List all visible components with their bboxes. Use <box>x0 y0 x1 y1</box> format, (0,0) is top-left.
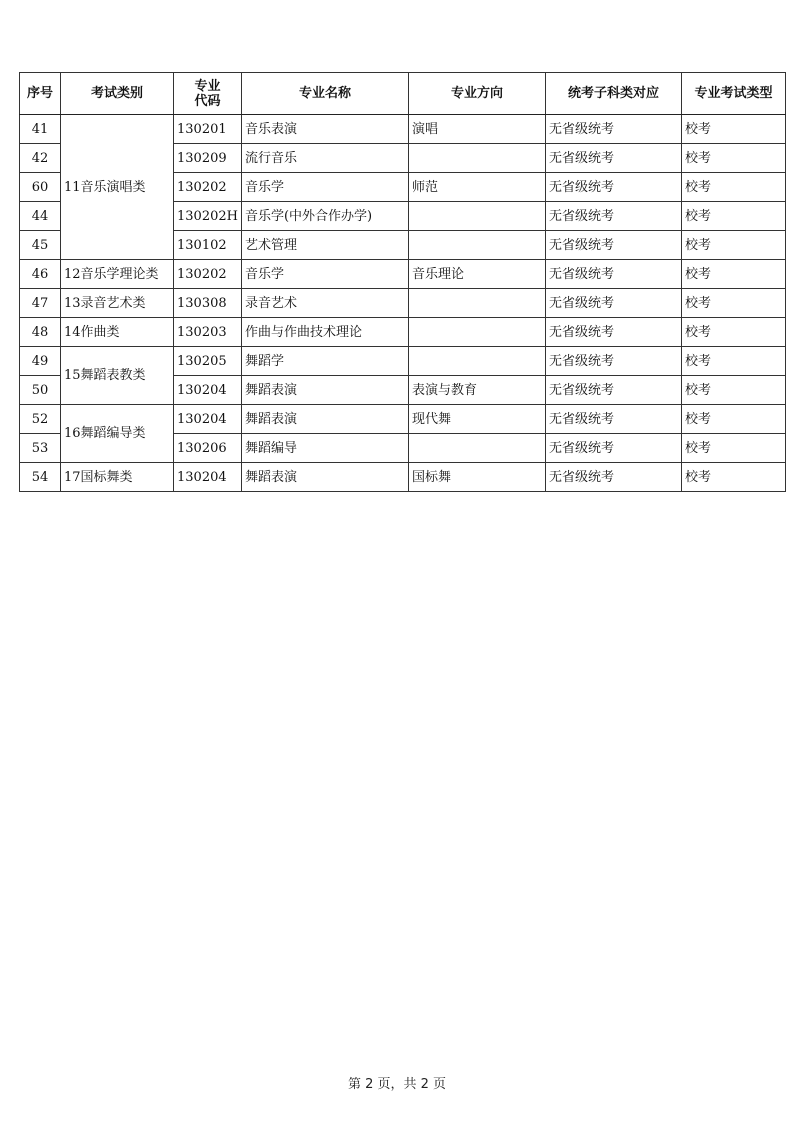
table-row <box>20 463 786 492</box>
cell-unified: 无省级统考 <box>545 434 681 463</box>
cell-unified: 无省级统考 <box>545 260 681 289</box>
table-row <box>20 347 786 376</box>
cell-seq: 44 <box>20 202 61 231</box>
cell-seq: 42 <box>20 144 61 173</box>
table-header-row <box>20 73 786 115</box>
cell-code: 130202H <box>174 202 242 231</box>
cell-exam-category: 14作曲类 <box>61 318 174 347</box>
cell-name: 艺术管理 <box>241 231 408 260</box>
table-row <box>20 405 786 434</box>
cell-name: 音乐学 <box>241 173 408 202</box>
cell-exam-category: 13录音艺术类 <box>61 289 174 318</box>
cell-type: 校考 <box>681 463 785 492</box>
cell-unified: 无省级统考 <box>545 115 681 144</box>
cell-direction <box>408 144 545 173</box>
cell-direction <box>408 289 545 318</box>
cell-exam-category: 16舞蹈编导类 <box>61 405 174 463</box>
table-row <box>20 260 786 289</box>
header-major-name: 专业名称 <box>241 73 408 115</box>
cell-name: 流行音乐 <box>241 144 408 173</box>
cell-type: 校考 <box>681 144 785 173</box>
header-exam-category: 考试类别 <box>61 73 174 115</box>
cell-unified: 无省级统考 <box>545 463 681 492</box>
cell-direction <box>408 202 545 231</box>
cell-direction: 师范 <box>408 173 545 202</box>
cell-code: 130202 <box>174 173 242 202</box>
cell-seq: 47 <box>20 289 61 318</box>
cell-seq: 54 <box>20 463 61 492</box>
header-exam-type: 专业考试类型 <box>681 73 785 115</box>
header-major-code <box>174 73 242 115</box>
cell-unified: 无省级统考 <box>545 231 681 260</box>
cell-direction: 国标舞 <box>408 463 545 492</box>
cell-type: 校考 <box>681 405 785 434</box>
cell-type: 校考 <box>681 173 785 202</box>
cell-name: 音乐学(中外合作办学) <box>241 202 408 231</box>
cell-unified: 无省级统考 <box>545 144 681 173</box>
cell-seq: 50 <box>20 376 61 405</box>
cell-exam-category: 17国标舞类 <box>61 463 174 492</box>
cell-seq: 49 <box>20 347 61 376</box>
cell-type: 校考 <box>681 434 785 463</box>
cell-type: 校考 <box>681 260 785 289</box>
cell-seq: 60 <box>20 173 61 202</box>
header-unified-exam: 统考子科类对应 <box>545 73 681 115</box>
cell-unified: 无省级统考 <box>545 318 681 347</box>
table-row <box>20 115 786 144</box>
cell-unified: 无省级统考 <box>545 202 681 231</box>
cell-name: 音乐学 <box>241 260 408 289</box>
cell-direction: 演唱 <box>408 115 545 144</box>
cell-type: 校考 <box>681 318 785 347</box>
cell-seq: 41 <box>20 115 61 144</box>
admissions-table <box>19 72 786 492</box>
cell-code: 130308 <box>174 289 242 318</box>
cell-seq: 45 <box>20 231 61 260</box>
cell-code: 130204 <box>174 376 242 405</box>
cell-direction <box>408 231 545 260</box>
cell-name: 舞蹈学 <box>241 347 408 376</box>
cell-direction: 现代舞 <box>408 405 545 434</box>
cell-exam-category: 12音乐学理论类 <box>61 260 174 289</box>
cell-code: 130205 <box>174 347 242 376</box>
cell-name: 舞蹈表演 <box>241 405 408 434</box>
cell-type: 校考 <box>681 347 785 376</box>
cell-name: 舞蹈表演 <box>241 376 408 405</box>
cell-exam-category: 15舞蹈表教类 <box>61 347 174 405</box>
cell-code: 130204 <box>174 405 242 434</box>
cell-direction <box>408 434 545 463</box>
cell-unified: 无省级统考 <box>545 376 681 405</box>
cell-seq: 52 <box>20 405 61 434</box>
cell-seq: 53 <box>20 434 61 463</box>
cell-exam-category: 11音乐演唱类 <box>61 115 174 260</box>
cell-name: 作曲与作曲技术理论 <box>241 318 408 347</box>
cell-type: 校考 <box>681 376 785 405</box>
header-major-code-line2: 代码 <box>194 93 221 109</box>
header-major-code-line1: 专业 <box>194 78 221 94</box>
cell-type: 校考 <box>681 115 785 144</box>
cell-code: 130201 <box>174 115 242 144</box>
header-seq: 序号 <box>20 73 61 115</box>
cell-type: 校考 <box>681 231 785 260</box>
cell-code: 130206 <box>174 434 242 463</box>
cell-type: 校考 <box>681 202 785 231</box>
cell-unified: 无省级统考 <box>545 347 681 376</box>
cell-direction <box>408 347 545 376</box>
cell-code: 130202 <box>174 260 242 289</box>
cell-unified: 无省级统考 <box>545 289 681 318</box>
cell-name: 舞蹈表演 <box>241 463 408 492</box>
cell-unified: 无省级统考 <box>545 405 681 434</box>
cell-unified: 无省级统考 <box>545 173 681 202</box>
cell-direction: 表演与教育 <box>408 376 545 405</box>
cell-name: 录音艺术 <box>241 289 408 318</box>
cell-code: 130209 <box>174 144 242 173</box>
cell-type: 校考 <box>681 289 785 318</box>
cell-direction: 音乐理论 <box>408 260 545 289</box>
cell-name: 音乐表演 <box>241 115 408 144</box>
cell-seq: 48 <box>20 318 61 347</box>
cell-code: 130102 <box>174 231 242 260</box>
cell-direction <box>408 318 545 347</box>
table-row <box>20 318 786 347</box>
cell-code: 130203 <box>174 318 242 347</box>
cell-code: 130204 <box>174 463 242 492</box>
page-indicator: 第 2 页，共 2 页 <box>347 1077 447 1092</box>
cell-seq: 46 <box>20 260 61 289</box>
cell-name: 舞蹈编导 <box>241 434 408 463</box>
table-row <box>20 289 786 318</box>
header-major-direction: 专业方向 <box>408 73 545 115</box>
